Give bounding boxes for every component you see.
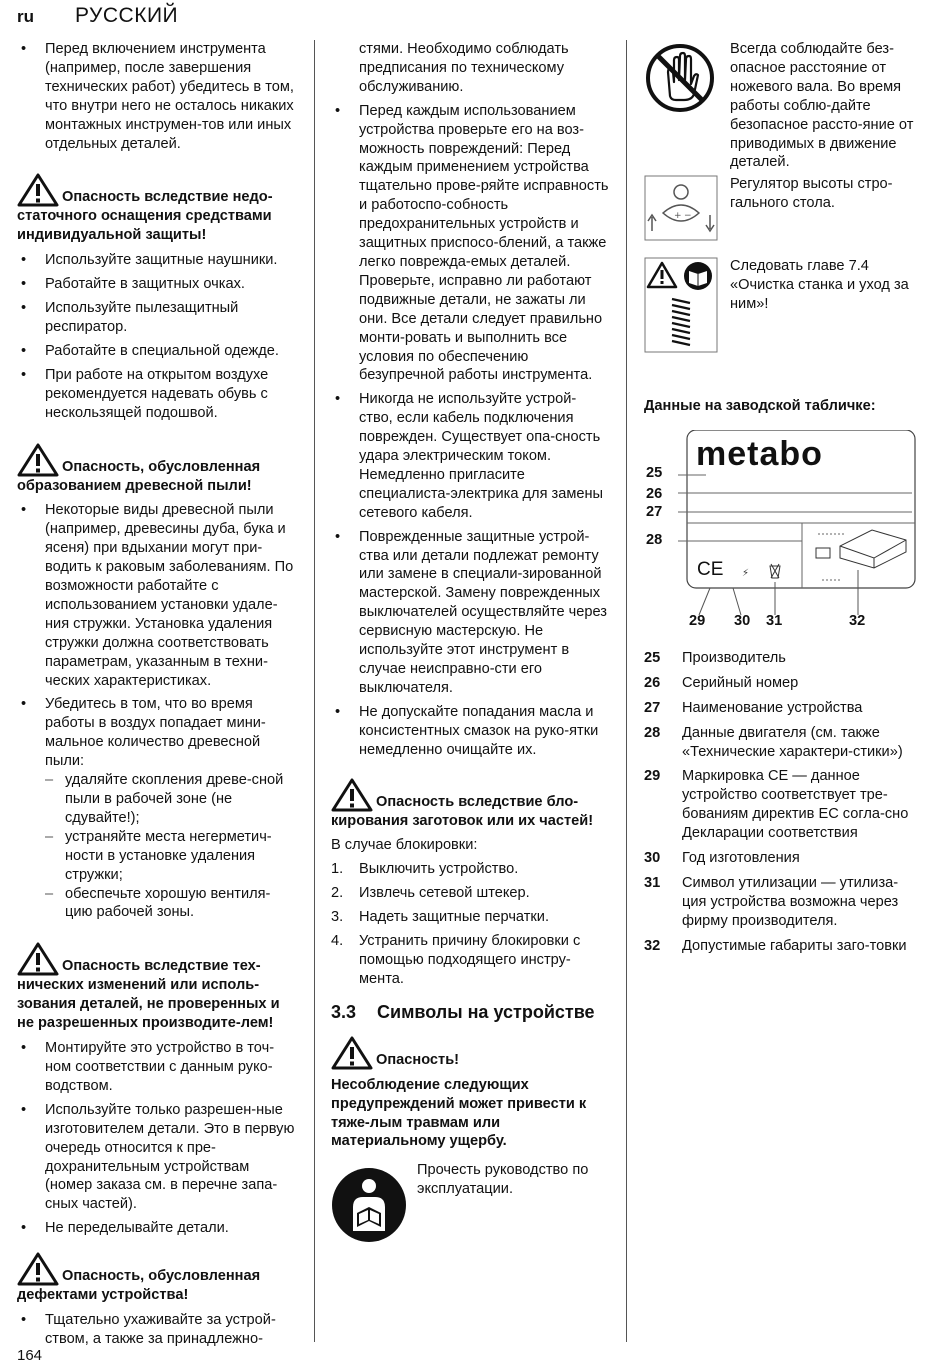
list-item: • Некоторые виды древесной пыли (например, древесины дуба, бука и ясеня) при вдыхании могут при-водить к раковым заболеваниям. По возможности работайте с использованием установки удале-ния стружки. Установка удаления стружки должна соответствовать параметрам, указанным в техни-ческих характеристиках. — [17, 501, 297, 690]
height-adjust-icon — [644, 175, 718, 241]
warning-heading: Опасность, обусловленная образованием древесной пыли! — [17, 443, 297, 496]
danger-text: Несоблюдение следующих предупреждений может привести к тяже-лым травмам или материальному ущербу. — [331, 1076, 587, 1150]
list-item: • Работайте в защитных очках. — [17, 275, 297, 294]
plate-callout: 29 — [689, 612, 706, 629]
plate-legend — [644, 649, 922, 956]
warning-heading: Опасность вследствие недо-статочного оснащения средствами индивидуальной защиты! — [17, 173, 297, 245]
symbol-description: Следовать главе 7.4 «Очистка станка и уход за ним»! — [730, 258, 909, 312]
list-item: • Перед включением инструмента (например, после завершения технических работ) убедитесь в том, что внутри него не осталось никаких монтажных инструмен-тов или иных отдельных деталей. — [17, 40, 297, 153]
rating-plate-heading: Данные на заводской табличке: — [644, 398, 876, 414]
rating-plate-figure — [644, 430, 922, 655]
paragraph: В случае блокировки: — [331, 837, 478, 854]
sub-list-item: – обеспечьте хорошую вентиля-цию рабочей зоны. — [45, 885, 297, 923]
plate-callout: 31 — [766, 612, 783, 629]
legend-item: 25 Производитель — [644, 649, 786, 666]
column-1 — [17, 40, 297, 1354]
step-item: 1. Выключить устройство. — [331, 861, 519, 878]
warning-heading: Опасность вследствие бло-кирования заготовок или их частей! — [331, 778, 609, 831]
step-item: 4. Устранить причину блокировки с помощью подходящего инстру-мента. — [331, 933, 581, 987]
column-divider — [314, 40, 315, 1342]
svg-text:−: − — [684, 211, 692, 221]
language-title: РУССКИЙ — [75, 4, 179, 27]
warning-triangle-icon — [331, 1036, 373, 1070]
list-item: • Работайте в специальной одежде. — [17, 342, 297, 361]
plate-callout: 27 — [646, 503, 663, 520]
list-item: • Монтируйте это устройство в точ-ном соответствии с данным руко-водством. — [17, 1039, 297, 1096]
symbol-row — [331, 1161, 609, 1245]
legend-item: 32 Допустимые габариты заго-товки — [644, 937, 907, 954]
sub-list-item: – удаляйте скопления древе-сной пыли в рабочей зоне (не сдувайте!); — [45, 771, 297, 828]
symbol-row — [644, 40, 922, 175]
plate-callout: 32 — [849, 612, 866, 629]
sub-list-item: – устраняйте места негерметич-ности в установке удаления стружки; — [45, 828, 297, 885]
symbol-description: Прочесть руководство по эксплуатации. — [417, 1162, 589, 1198]
list-item: • Перед каждым использованием устройства проверьте его на воз-можность повреждений: Перед каждым применением устройства тщательно прове-ряйте исправность и работоспо-собность предохранительных устройств и защитных приспосо-блений, а также легко поврежда-емых деталей. Проверьте, исправно ли работают подвижные детали, не зажаты ли они. Все детали следует правильно монти-ровать и выполнить все условия по обеспечению безупречной работы инструмента. — [331, 102, 609, 386]
step-item: 2. Извлечь сетевой штекер. — [331, 885, 530, 902]
list-item: • При работе на открытом воздухе рекомендуется надевать обувь с нескользящей подошвой. — [17, 366, 297, 423]
plate-callout: 25 — [646, 464, 663, 481]
column-2 — [331, 40, 609, 1245]
list-item: • Не переделывайте детали. — [17, 1219, 297, 1238]
symbol-description: Всегда соблюдайте без-опасное расстояние от ножевого вала. Во время работы соблю-дайте безопасное рассто-яние от приводимых в движение деталей. — [730, 41, 914, 171]
warning-triangle-icon — [17, 443, 59, 477]
list-item: • Не допускайте попадания масла и консистентных смазок на руко-ятки немедленно очищайте их. — [331, 703, 609, 760]
list-item: • Тщательно ухаживайте за устрой-ством, а также за принадлежно- — [17, 1311, 297, 1349]
list-item: • Убедитесь в том, что во время работы в воздух попадает мини-мальное количество древесной пыли: — [17, 695, 297, 771]
page-number: 164 — [17, 1347, 43, 1364]
section-heading: 3.3 Символы на устройстве — [331, 1001, 595, 1022]
plate-callout: 26 — [646, 485, 663, 502]
list-item: • Поврежденные защитные устрой-ства или детали подлежат ремонту или замене в специали-зированной мастерской. Замену поврежденных выключателей осуществляйте через сервисную мастерскую. Не используйте этот инструмент в случае неисправно-сти его выключателя. — [331, 528, 609, 698]
column-3 — [644, 40, 922, 962]
svg-text:+: + — [674, 211, 682, 221]
plate-callout: 28 — [646, 531, 663, 548]
list-item: • Используйте защитные наушники. — [17, 251, 297, 270]
plate-callout: 30 — [734, 612, 751, 629]
list-item: • Используйте только разрешен-ные изготовителем детали. Это в первую очередь относится к пре-дохранительным устройствам (номер заказа см. в перечне запа-сных частей). — [17, 1101, 297, 1214]
legend-item: 28 Данные двигателя (см. также «Технические характери-стики») — [644, 724, 903, 760]
warning-heading: Опасность, обусловленная дефектами устройства! — [17, 1252, 297, 1305]
language-code: ru — [17, 7, 34, 26]
svg-text:⚡: ⚡ — [742, 567, 750, 579]
legend-item: 29 Маркировка CE — данное устройство соответствует тре-бованиям директив ЕС согла-сно Декларации соответствия — [644, 768, 909, 842]
keep-hand-away-icon — [644, 42, 716, 114]
symbol-row — [644, 175, 922, 257]
warning-triangle-icon — [17, 173, 59, 207]
step-item: 3. Надеть защитные перчатки. — [331, 909, 550, 926]
continued-text: стями. Необходимо соблюдать предписания по техническому обслуживанию. — [359, 41, 569, 95]
warning-heading: Опасность вследствие тех-нических изменений или исполь-зования деталей, не проверенных и не разрешенных производите-лем! — [17, 942, 297, 1033]
warning-triangle-icon — [17, 1252, 59, 1286]
column-divider — [626, 40, 627, 1342]
symbol-row — [644, 257, 922, 392]
warning-triangle-icon — [17, 942, 59, 976]
ce-mark: CE — [697, 558, 724, 580]
cleaning-chapter-icon — [644, 257, 718, 353]
legend-item: 27 Наименование устройства — [644, 699, 863, 716]
legend-item: 31 Символ утилизации — утилиза-ция устройства возможна через фирму производителя. — [644, 874, 899, 929]
warning-heading: Опасность! — [331, 1036, 609, 1070]
list-item: • Используйте пылезащитный респиратор. — [17, 299, 297, 337]
brand-logo: metabo — [696, 434, 823, 473]
warning-triangle-icon — [331, 778, 373, 812]
list-item: • Никогда не используйте устрой-ство, если кабель подключения поврежден. Существует опа-сность удара электрическим током. Немедленно пригласите специалиста-электрика для замены сетевого кабеля. — [331, 390, 609, 522]
legend-item: 30 Год изготовления — [644, 850, 800, 867]
read-manual-icon — [331, 1167, 407, 1243]
symbol-description: Регулятор высоты стро-гального стола. — [730, 176, 893, 211]
legend-item: 26 Серийный номер — [644, 674, 799, 691]
